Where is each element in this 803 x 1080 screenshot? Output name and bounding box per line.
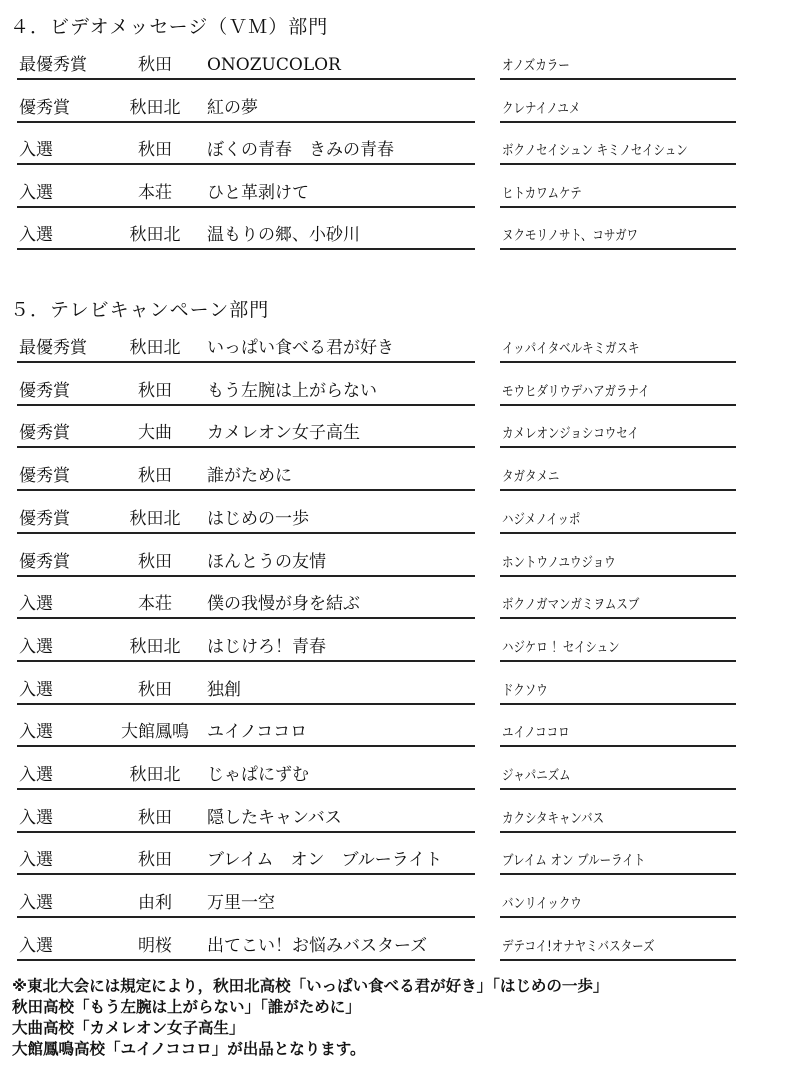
title-cell: ONOZUCOLOR [207,55,341,75]
kana-reading-cell: ハジメノイッポ [502,511,581,528]
award-cell: 優秀賞 [19,380,70,401]
award-cell: 入選 [19,935,53,956]
underline-divider [17,660,475,662]
kana-reading-cell: カクシタキャンバス [502,810,605,827]
kana-reading-cell: ブレイム オン ブルーライト [502,853,646,870]
award-cell: 入選 [19,893,53,914]
table-row [0,208,803,250]
table-row [0,791,803,833]
award-cell: 入選 [19,850,53,871]
school-cell: 秋田 [138,679,172,700]
award-cell: 入選 [19,225,53,245]
table-row [0,492,803,534]
kana-reading-cell: バンリイックウ [502,896,582,913]
table-row [0,81,803,123]
title-cell: 紅の夢 [207,97,258,118]
underline-divider [17,959,475,961]
school-cell: 秋田 [138,466,172,487]
title-cell: ほんとうの友情 [207,551,326,572]
table-row [0,876,803,918]
underline-divider [500,660,736,662]
kana-reading-cell: イッパイタベルキミガスキ [502,341,640,357]
underline-divider [17,788,475,790]
award-cell: 入選 [19,722,53,743]
underline-divider [17,916,475,918]
kana-reading-cell: ユイノココロ [502,725,570,742]
table-row [0,705,803,747]
kana-reading-cell: ボクノガマンガミヲムスブ [502,597,640,614]
title-cell: 万里一空 [207,893,275,914]
school-cell: 本荘 [138,182,172,203]
school-cell: 秋田北 [129,338,181,358]
award-cell: 優秀賞 [19,423,70,444]
school-cell: 秋田北 [129,765,181,785]
underline-divider [500,959,736,961]
award-cell: 優秀賞 [19,551,70,572]
kana-reading-cell: ホントウノユウジョウ [502,554,616,571]
underline-divider [17,873,475,875]
school-cell: 秋田 [138,551,172,572]
underline-divider [500,361,736,363]
award-cell: 入選 [19,807,53,828]
award-cell: 入選 [19,182,53,203]
school-cell: 秋田北 [129,97,181,118]
kana-reading-cell: クレナイノユメ [502,100,581,117]
underline-divider [17,831,475,833]
title-cell: 隠したキャンバス [207,807,342,828]
school-cell: 大館鳳鳴 [121,722,189,743]
table-row [0,406,803,448]
footnote-line: 大曲高校「カメレオン女子高生」 [12,1019,245,1037]
underline-divider [500,575,736,577]
title-cell: 温もりの郷、小砂川 [207,225,360,245]
kana-reading-cell: デテコイ!オナヤミバスターズ [502,938,655,955]
footnote-line: 秋田高校「もう左腕は上がらない」「誰がために」 [12,998,361,1016]
title-cell: ぼくの青春 きみの青春 [207,140,394,160]
title-cell: 出てこい！お悩みバスターズ [207,935,428,956]
title-cell: いっぱい食べる君が好き [207,338,394,358]
award-cell: 入選 [19,636,53,657]
award-cell: 入選 [19,594,53,615]
underline-divider [17,248,475,250]
footnote-line: ※東北大会には規定により，秋田北高校「いっぱい食べる君が好き」「はじめの一歩」 [12,977,609,995]
underline-divider [17,532,475,534]
footnote [12,976,608,1060]
underline-divider [500,745,736,747]
underline-divider [500,916,736,918]
title-cell: ユイノココロ [207,722,308,743]
award-cell: 入選 [19,140,53,160]
kana-reading-cell: ボクノセイシュン キミノセイシュン [502,143,688,159]
underline-divider [17,489,475,491]
section-4-title: ４．ビデオメッセージ（ＶＭ）部門 [10,16,329,38]
school-cell: 秋田 [138,55,172,75]
title-cell: カメレオン女子高生 [207,423,360,444]
kana-reading-cell: ジャパニズム [502,768,571,784]
table-row [0,919,803,961]
kana-reading-cell: オノズカラー [502,58,570,74]
award-cell: 入選 [19,765,53,785]
title-cell: はじめの一歩 [207,508,309,529]
title-cell: 誰がために [207,466,292,487]
underline-divider [17,575,475,577]
award-cell: 入選 [19,679,53,700]
school-cell: 秋田北 [129,225,181,245]
underline-divider [500,617,736,619]
title-cell: ひと革剥けて [207,182,309,203]
table-row [0,577,803,619]
kana-reading-cell: モウヒダリウデハアガラナイ [502,383,650,400]
school-cell: 由利 [138,893,172,914]
kana-reading-cell: ハジケロ ！セイシュン [502,639,620,656]
underline-divider [17,404,475,406]
kana-reading-cell: カメレオンジョシコウセイ [502,426,639,443]
underline-divider [500,532,736,534]
kana-reading-cell: ヌクモリノサト、コサガワ [502,228,639,244]
underline-divider [500,831,736,833]
table-row [0,166,803,208]
underline-divider [500,404,736,406]
award-cell: 最優秀賞 [19,55,87,75]
school-cell: 秋田北 [129,636,181,657]
table-row [0,449,803,491]
table-row [0,663,803,705]
award-cell: 優秀賞 [19,508,70,529]
title-cell: じゃぱにずむ [207,765,309,785]
table-row [0,123,803,165]
section-5-title: ５．テレビキャンペーン部門 [10,299,270,321]
school-cell: 秋田 [138,380,172,401]
school-cell: 秋田北 [129,508,181,529]
underline-divider [17,361,475,363]
award-cell: 優秀賞 [19,97,70,118]
title-cell: もう左腕は上がらない [207,380,377,401]
school-cell: 明桜 [138,935,172,956]
school-cell: 秋田 [138,140,172,160]
underline-divider [17,745,475,747]
underline-divider [500,446,736,448]
underline-divider [500,248,736,250]
table-row [0,321,803,363]
footnote-line: 大館鳳鳴高校「ユイノココロ」が出品となります。 [12,1040,366,1058]
underline-divider [500,703,736,705]
underline-divider [500,788,736,790]
title-cell: 独創 [207,679,241,700]
title-cell: はじけろ！青春 [207,636,326,657]
underline-divider [500,489,736,491]
award-cell: 優秀賞 [19,466,70,487]
kana-reading-cell: タガタメニ [502,469,560,486]
award-cell: 最優秀賞 [19,338,87,358]
underline-divider [17,446,475,448]
table-row [0,38,803,80]
school-cell: 大曲 [138,423,172,444]
school-cell: 秋田 [138,807,172,828]
underline-divider [17,703,475,705]
title-cell: ブレイム オン ブルーライト [207,850,443,871]
table-row [0,535,803,577]
kana-reading-cell: ドクソウ [502,682,548,699]
school-cell: 秋田 [138,850,172,871]
kana-reading-cell: ヒトカワムケテ [502,185,582,202]
table-row [0,833,803,875]
table-row [0,748,803,790]
underline-divider [500,873,736,875]
table-row [0,620,803,662]
table-row [0,364,803,406]
underline-divider [17,617,475,619]
title-cell: 僕の我慢が身を結ぶ [207,594,360,615]
school-cell: 本荘 [138,594,172,615]
